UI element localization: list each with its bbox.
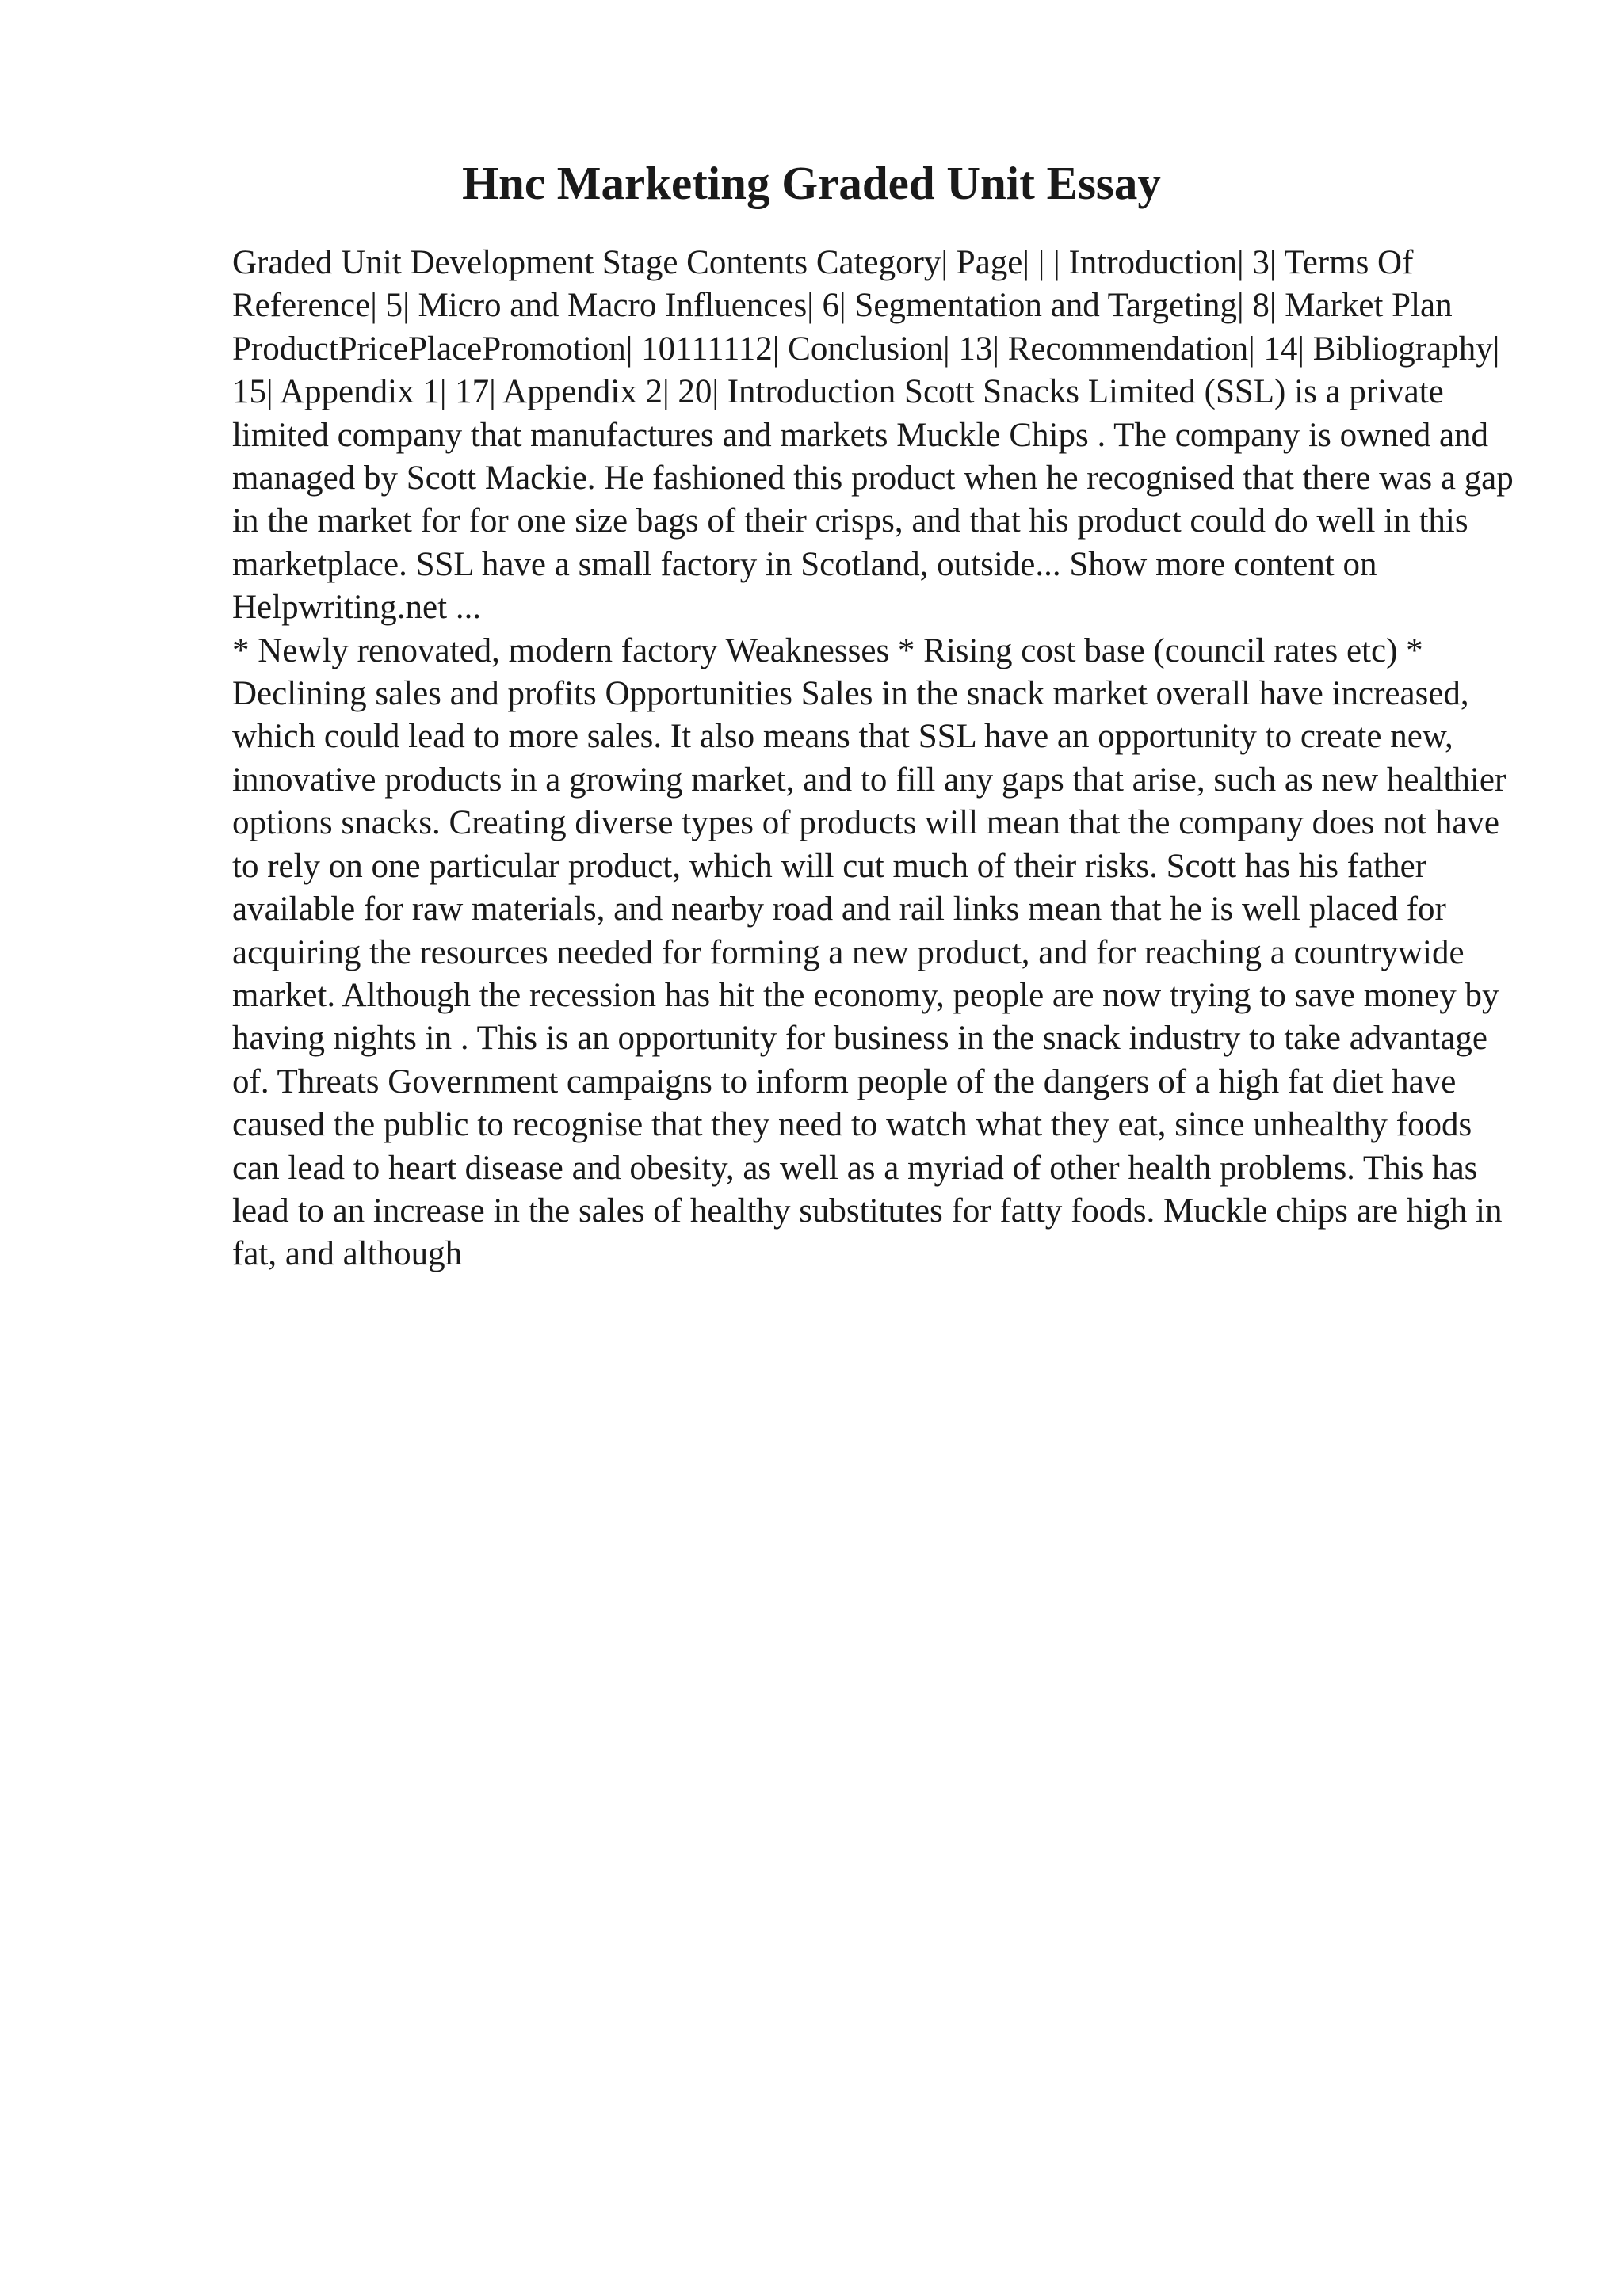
document-body: [232, 242, 1516, 1276]
body-paragraph-swot: * Newly renovated, modern factory Weaknesses * Rising cost base (council rates etc) * Declining sales and profits Opportunities Sales in the snack market overall have increased, which could lead to more sales. It also means that SSL have an opportunity to create new, innovative products in a growing market, and to fill any gaps that arise, such as new healthier options snacks. Creating diverse types of products will mean that the company does not have to rely on one particular product, which will cut much of their risks. Scott has his father available for raw materials, and nearby road and rail links mean that he is well placed for acquiring the resources needed for forming a new product, and for reaching a countrywide market. Although the recession has hit the economy, people are now trying to save money by having nights in . This is an opportunity for business in the snack industry to take advantage of. Threats Government campaigns to inform people of the dangers of a high fat diet have caused the public to recognise that they need to watch what they eat, since unhealthy foods can lead to heart disease and obesity, as well as a myriad of other health problems. This has lead to an increase in the sales of healthy substitutes for fatty foods. Muckle chips are high in fat, and although: [232, 631, 1507, 1273]
body-paragraph-contents-introduction: Graded Unit Development Stage Contents Category| Page| | | Introduction| 3| Terms Of Reference| 5| Micro and Macro Influences| 6| Segmentation and Targeting| 8| Market Plan ProductPricePlacePromotion| 10111112| Conclusion| 13| Recommendation| 14| Bibliography| 15| Appendix 1| 17| Appendix 2| 20| Introduction Scott Snacks Limited (SSL) is a private limited company that manufactures and markets Muckle Chips . The company is owned and managed by Scott Mackie. He fashioned this product when he recognised that there was a gap in the market for for one size bags of their crisps, and that his product could do well in this marketplace. SSL have a small factory in Scotland, outside... Show more content on Helpwriting.net ...: [232, 244, 1514, 627]
document-title: Hnc Marketing Graded Unit Essay: [462, 157, 1161, 209]
